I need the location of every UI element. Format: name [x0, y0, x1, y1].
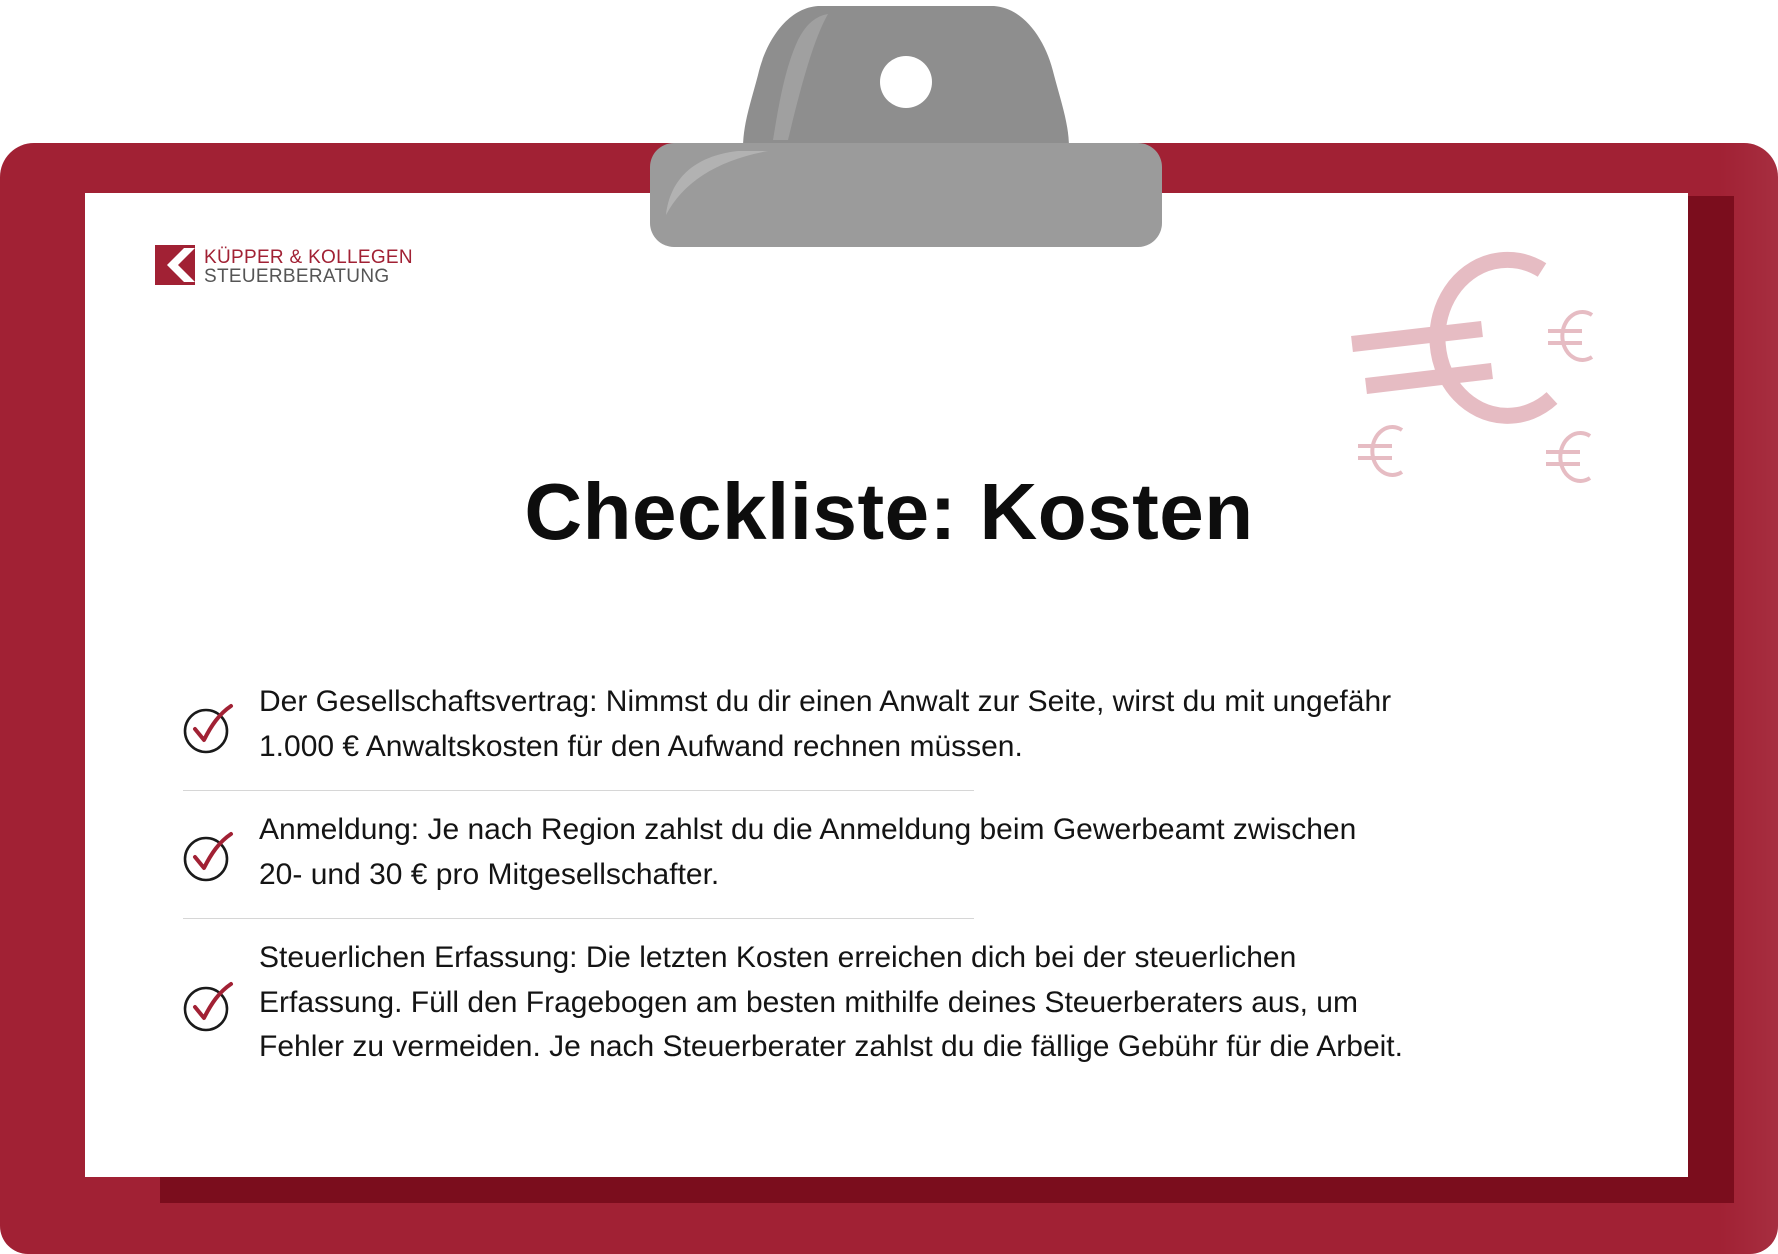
checklist-item-text [259, 680, 1579, 769]
logo-company-subtitle: STEUERBERATUNG [204, 266, 390, 287]
checklist-item-line: Steuerlichen Erfassung: Die letzten Kosten erreichen dich bei der steuerlichen [259, 941, 1297, 974]
check-circle-icon [183, 980, 235, 1032]
euro-icon [1548, 312, 1592, 360]
check-circle-icon [183, 830, 235, 882]
euro-decoration [1330, 240, 1630, 500]
checklist-item [183, 808, 1573, 908]
checklist-item-line: Erfassung. Füll den Fragebogen am besten mithilfe deines Steuerberaters aus, um [259, 985, 1358, 1019]
checklist-item-line: Der Gesellschaftsvertrag: Nimmst du dir einen Anwalt zur Seite, wirst du mit ungefähr [259, 685, 1392, 718]
checklist-item-text [259, 808, 1579, 897]
checklist-item [183, 936, 1573, 1076]
divider [183, 790, 974, 791]
company-logo [155, 245, 455, 285]
checklist-item-text [259, 936, 1579, 1070]
checklist-item [183, 680, 1573, 780]
logo-company-name: KÜPPER & KOLLEGEN [204, 247, 413, 268]
checklist-item-line: 1.000 € Anwaltskosten für den Aufwand rechnen müssen. [259, 729, 1023, 763]
checklist-item-line: Fehler zu vermeiden. Je nach Steuerberater zahlst du die fällige Gebühr für die Arbeit. [259, 1030, 1403, 1063]
checklist-item-line: 20- und 30 € pro Mitgesellschafter. [259, 857, 720, 891]
checklist-item-line: Anmeldung: Je nach Region zahlst du die Anmeldung beim Gewerbeamt zwischen [259, 813, 1357, 846]
page-title: Checkliste: Kosten [524, 467, 1254, 556]
euro-icon [1352, 260, 1552, 416]
clipboard-clip-icon [648, 0, 1164, 250]
check-circle-icon [183, 702, 235, 754]
divider [183, 918, 974, 919]
k-logo-icon [155, 245, 195, 285]
